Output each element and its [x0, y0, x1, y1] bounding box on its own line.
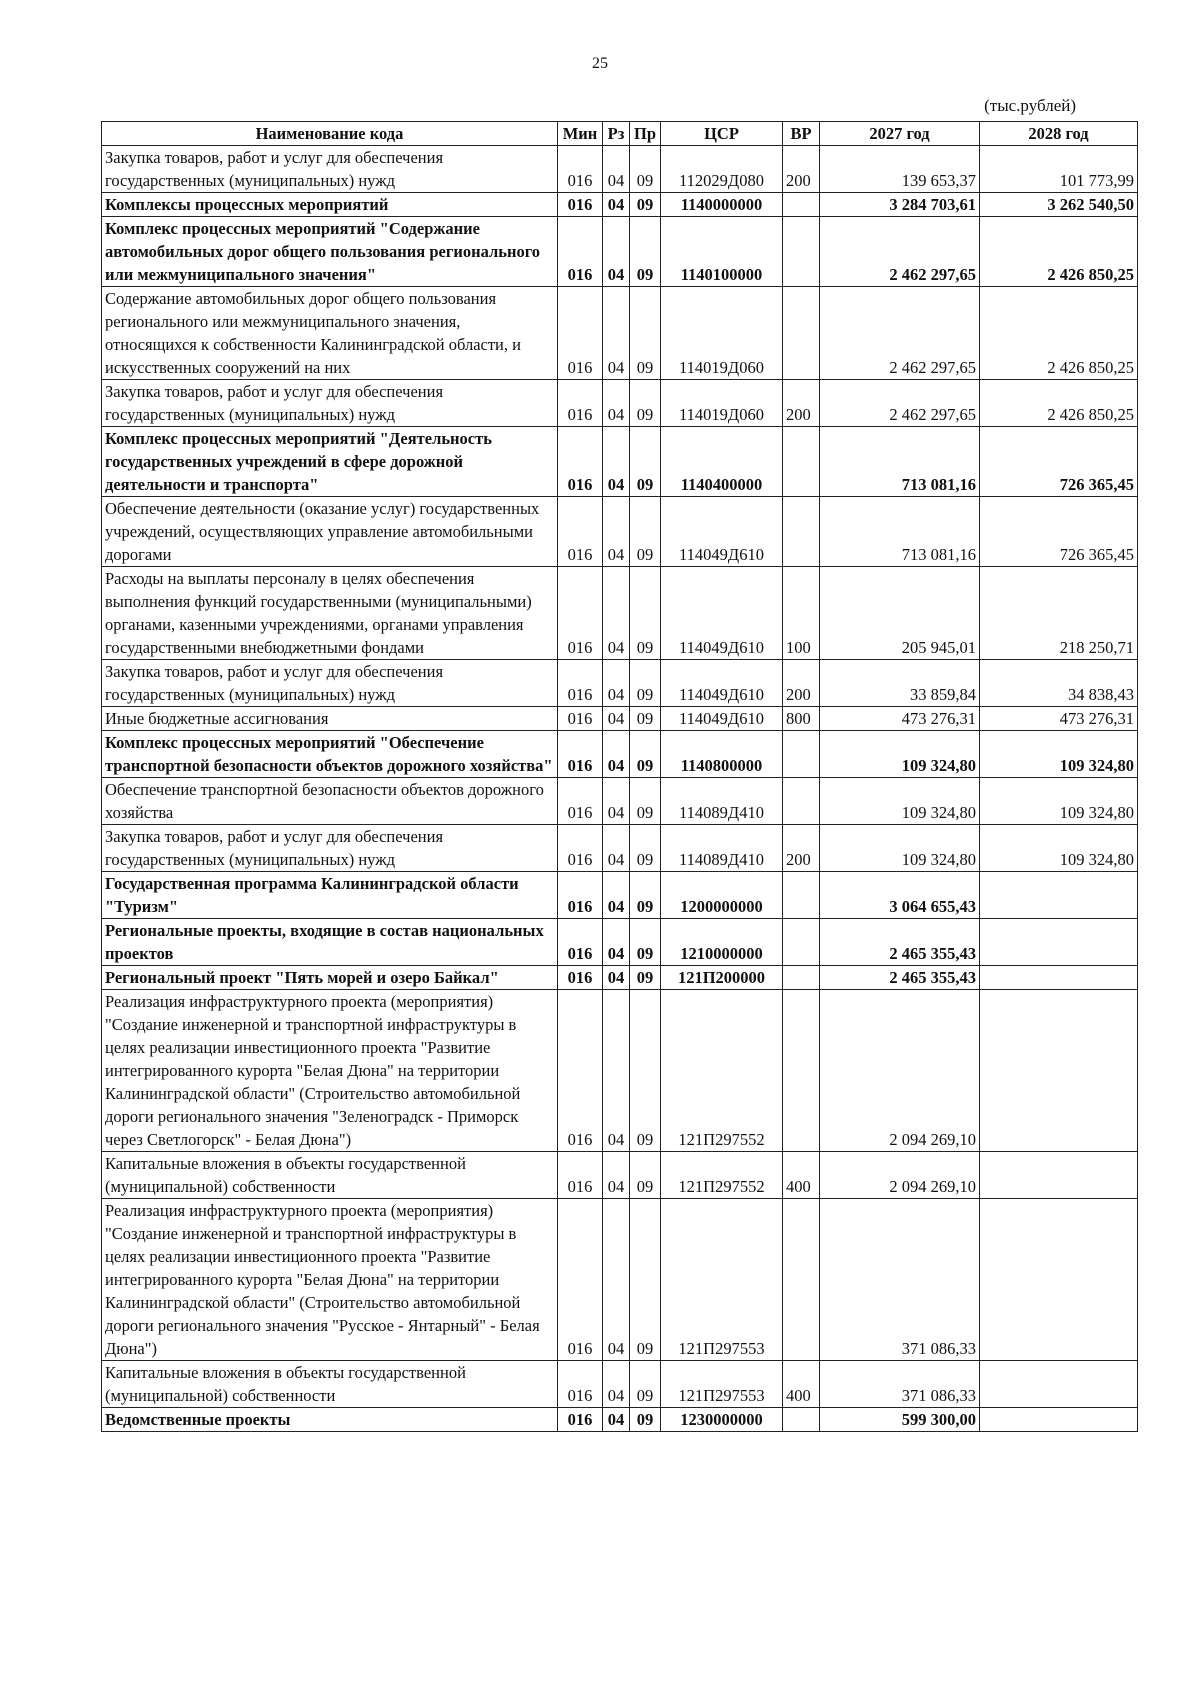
- cell-pr: 09: [630, 427, 661, 497]
- cell-vr: [783, 1199, 820, 1361]
- cell-name: Закупка товаров, работ и услуг для обеспечения государственных (муниципальных) нужд: [102, 660, 558, 707]
- cell-csr: 114089Д410: [661, 778, 783, 825]
- cell-csr: 121П297552: [661, 990, 783, 1152]
- cell-pr: 09: [630, 1199, 661, 1361]
- table-row: [102, 778, 1138, 825]
- cell-pr: 09: [630, 919, 661, 966]
- cell-vr: [783, 778, 820, 825]
- cell-name: Региональные проекты, входящие в состав национальных проектов: [102, 919, 558, 966]
- table-row: [102, 287, 1138, 380]
- cell-vr: [783, 966, 820, 990]
- cell-2028: 109 324,80: [980, 825, 1138, 872]
- cell-min: 016: [558, 427, 603, 497]
- cell-2027: 2 462 297,65: [820, 217, 980, 287]
- cell-name: Обеспечение деятельности (оказание услуг) государственных учреждений, осуществляющих управление автомобильными дорогами: [102, 497, 558, 567]
- cell-min: 016: [558, 707, 603, 731]
- cell-min: 016: [558, 1199, 603, 1361]
- cell-2028: 726 365,45: [980, 497, 1138, 567]
- table-row: [102, 427, 1138, 497]
- table-row: [102, 731, 1138, 778]
- cell-2028: 473 276,31: [980, 707, 1138, 731]
- cell-2027: 109 324,80: [820, 778, 980, 825]
- cell-2028: [980, 1361, 1138, 1408]
- table-row: [102, 966, 1138, 990]
- cell-csr: 121П297552: [661, 1152, 783, 1199]
- cell-2027: 109 324,80: [820, 731, 980, 778]
- cell-rz: 04: [603, 567, 630, 660]
- cell-2027: 109 324,80: [820, 825, 980, 872]
- cell-2028: 109 324,80: [980, 731, 1138, 778]
- cell-vr: 400: [783, 1152, 820, 1199]
- header-name: Наименование кода: [102, 122, 558, 146]
- cell-name: Комплекс процессных мероприятий "Обеспечение транспортной безопасности объектов дорожного хозяйства": [102, 731, 558, 778]
- cell-csr: 1200000000: [661, 872, 783, 919]
- cell-pr: 09: [630, 825, 661, 872]
- cell-2027: 713 081,16: [820, 497, 980, 567]
- header-rz: Рз: [603, 122, 630, 146]
- cell-2028: [980, 1199, 1138, 1361]
- cell-pr: 09: [630, 731, 661, 778]
- cell-2028: 3 262 540,50: [980, 193, 1138, 217]
- table-row: [102, 872, 1138, 919]
- cell-csr: 1140100000: [661, 217, 783, 287]
- cell-name: Иные бюджетные ассигнования: [102, 707, 558, 731]
- header-pr: Пр: [630, 122, 661, 146]
- cell-name: Реализация инфраструктурного проекта (мероприятия) "Создание инженерной и транспортной инфраструктуры в целях реализации инвестиционного проекта "Развитие интегрированного курорта "Белая Дюна" на территории Калининградской области" (Строительство автомобильной дороги регионального значения "Русское - Янтарный" - Белая Дюна"): [102, 1199, 558, 1361]
- cell-csr: 114049Д610: [661, 567, 783, 660]
- cell-2027: 2 465 355,43: [820, 966, 980, 990]
- cell-name: Региональный проект "Пять морей и озеро Байкал": [102, 966, 558, 990]
- cell-2027: 599 300,00: [820, 1408, 980, 1432]
- cell-pr: 09: [630, 217, 661, 287]
- cell-name: Закупка товаров, работ и услуг для обеспечения государственных (муниципальных) нужд: [102, 825, 558, 872]
- cell-pr: 09: [630, 567, 661, 660]
- cell-vr: [783, 1408, 820, 1432]
- cell-vr: [783, 217, 820, 287]
- cell-rz: 04: [603, 872, 630, 919]
- cell-vr: 200: [783, 660, 820, 707]
- cell-pr: 09: [630, 990, 661, 1152]
- cell-2028: [980, 919, 1138, 966]
- cell-name: Комплекс процессных мероприятий "Деятельность государственных учреждений в сфере дорожной деятельности и транспорта": [102, 427, 558, 497]
- cell-2027: 713 081,16: [820, 427, 980, 497]
- cell-min: 016: [558, 287, 603, 380]
- cell-name: Государственная программа Калининградской области "Туризм": [102, 872, 558, 919]
- cell-vr: 100: [783, 567, 820, 660]
- cell-2027: 2 094 269,10: [820, 1152, 980, 1199]
- cell-min: 016: [558, 1361, 603, 1408]
- cell-min: 016: [558, 1152, 603, 1199]
- cell-vr: 200: [783, 146, 820, 193]
- cell-rz: 04: [603, 966, 630, 990]
- cell-name: Закупка товаров, работ и услуг для обеспечения государственных (муниципальных) нужд: [102, 380, 558, 427]
- cell-rz: 04: [603, 660, 630, 707]
- cell-csr: 114019Д060: [661, 287, 783, 380]
- cell-pr: 09: [630, 778, 661, 825]
- cell-vr: [783, 872, 820, 919]
- cell-rz: 04: [603, 919, 630, 966]
- cell-rz: 04: [603, 1152, 630, 1199]
- cell-vr: [783, 287, 820, 380]
- cell-rz: 04: [603, 217, 630, 287]
- table-row: [102, 217, 1138, 287]
- cell-csr: 1140000000: [661, 193, 783, 217]
- cell-2027: 473 276,31: [820, 707, 980, 731]
- cell-vr: [783, 990, 820, 1152]
- budget-table: [101, 121, 1138, 1432]
- cell-2028: [980, 990, 1138, 1152]
- cell-vr: 400: [783, 1361, 820, 1408]
- table-row: [102, 380, 1138, 427]
- cell-name: Реализация инфраструктурного проекта (мероприятия) "Создание инженерной и транспортной инфраструктуры в целях реализации инвестиционного проекта "Развитие интегрированного курорта "Белая Дюна" на территории Калининградской области" (Строительство автомобильной дороги регионального значения "Зеленоградск - Приморск через Светлогорск" - Белая Дюна"): [102, 990, 558, 1152]
- cell-name: Комплексы процессных мероприятий: [102, 193, 558, 217]
- cell-2027: 205 945,01: [820, 567, 980, 660]
- table-header: [102, 122, 1138, 146]
- cell-rz: 04: [603, 380, 630, 427]
- header-2028: 2028 год: [980, 122, 1138, 146]
- table-row: [102, 1408, 1138, 1432]
- cell-csr: 114049Д610: [661, 497, 783, 567]
- cell-rz: 04: [603, 497, 630, 567]
- cell-rz: 04: [603, 287, 630, 380]
- cell-min: 016: [558, 919, 603, 966]
- cell-2028: [980, 1408, 1138, 1432]
- cell-2028: [980, 872, 1138, 919]
- cell-name: Содержание автомобильных дорог общего пользования регионального или межмуниципального значения, относящихся к собственности Калининградской области, и искусственных сооружений на них: [102, 287, 558, 380]
- cell-csr: 121П200000: [661, 966, 783, 990]
- cell-min: 016: [558, 660, 603, 707]
- header-min: Мин: [558, 122, 603, 146]
- table-row: [102, 990, 1138, 1152]
- table-row: [102, 193, 1138, 217]
- cell-rz: 04: [603, 193, 630, 217]
- cell-2027: 2 465 355,43: [820, 919, 980, 966]
- page-number: 25: [592, 55, 608, 72]
- cell-csr: 112029Д080: [661, 146, 783, 193]
- cell-rz: 04: [603, 778, 630, 825]
- cell-2028: [980, 966, 1138, 990]
- table-row: [102, 707, 1138, 731]
- cell-pr: 09: [630, 497, 661, 567]
- cell-csr: 1140800000: [661, 731, 783, 778]
- cell-pr: 09: [630, 1152, 661, 1199]
- cell-2027: 3 284 703,61: [820, 193, 980, 217]
- cell-pr: 09: [630, 660, 661, 707]
- table-row: [102, 825, 1138, 872]
- cell-min: 016: [558, 990, 603, 1152]
- cell-2027: 2 094 269,10: [820, 990, 980, 1152]
- table-row: [102, 660, 1138, 707]
- cell-rz: 04: [603, 1199, 630, 1361]
- cell-pr: 09: [630, 193, 661, 217]
- table-row: [102, 1199, 1138, 1361]
- cell-rz: 04: [603, 707, 630, 731]
- cell-2028: 34 838,43: [980, 660, 1138, 707]
- cell-pr: 09: [630, 966, 661, 990]
- cell-2027: 2 462 297,65: [820, 287, 980, 380]
- cell-csr: 114049Д610: [661, 707, 783, 731]
- table-row: [102, 1152, 1138, 1199]
- cell-csr: 121П297553: [661, 1361, 783, 1408]
- cell-min: 016: [558, 1408, 603, 1432]
- cell-min: 016: [558, 497, 603, 567]
- cell-csr: 1230000000: [661, 1408, 783, 1432]
- cell-min: 016: [558, 217, 603, 287]
- table-row: [102, 567, 1138, 660]
- cell-2027: 371 086,33: [820, 1199, 980, 1361]
- header-vr: ВР: [783, 122, 820, 146]
- cell-min: 016: [558, 146, 603, 193]
- cell-2028: [980, 1152, 1138, 1199]
- cell-2028: 101 773,99: [980, 146, 1138, 193]
- table-row: [102, 1361, 1138, 1408]
- cell-pr: 09: [630, 146, 661, 193]
- cell-vr: [783, 497, 820, 567]
- cell-vr: 200: [783, 825, 820, 872]
- cell-csr: 121П297553: [661, 1199, 783, 1361]
- cell-vr: [783, 919, 820, 966]
- cell-rz: 04: [603, 427, 630, 497]
- cell-2027: 33 859,84: [820, 660, 980, 707]
- table-row: [102, 497, 1138, 567]
- cell-min: 016: [558, 872, 603, 919]
- cell-csr: 114019Д060: [661, 380, 783, 427]
- cell-pr: 09: [630, 872, 661, 919]
- cell-rz: 04: [603, 731, 630, 778]
- cell-rz: 04: [603, 1361, 630, 1408]
- cell-csr: 114089Д410: [661, 825, 783, 872]
- cell-name: Обеспечение транспортной безопасности объектов дорожного хозяйства: [102, 778, 558, 825]
- header-2027: 2027 год: [820, 122, 980, 146]
- units-label: (тыс.рублей): [984, 96, 1076, 115]
- cell-csr: 1210000000: [661, 919, 783, 966]
- cell-vr: 800: [783, 707, 820, 731]
- cell-min: 016: [558, 966, 603, 990]
- cell-2028: 218 250,71: [980, 567, 1138, 660]
- cell-pr: 09: [630, 380, 661, 427]
- cell-vr: [783, 193, 820, 217]
- cell-2027: 139 653,37: [820, 146, 980, 193]
- cell-vr: [783, 731, 820, 778]
- cell-rz: 04: [603, 146, 630, 193]
- cell-pr: 09: [630, 1361, 661, 1408]
- cell-min: 016: [558, 567, 603, 660]
- cell-2027: 371 086,33: [820, 1361, 980, 1408]
- table-row: [102, 146, 1138, 193]
- cell-rz: 04: [603, 825, 630, 872]
- cell-2028: 2 426 850,25: [980, 380, 1138, 427]
- cell-rz: 04: [603, 990, 630, 1152]
- cell-name: Комплекс процессных мероприятий "Содержание автомобильных дорог общего пользования регионального или межмуниципального значения": [102, 217, 558, 287]
- cell-csr: 114049Д610: [661, 660, 783, 707]
- cell-name: Ведомственные проекты: [102, 1408, 558, 1432]
- cell-2027: 3 064 655,43: [820, 872, 980, 919]
- cell-2028: 2 426 850,25: [980, 287, 1138, 380]
- cell-name: Закупка товаров, работ и услуг для обеспечения государственных (муниципальных) нужд: [102, 146, 558, 193]
- cell-2028: 109 324,80: [980, 778, 1138, 825]
- cell-min: 016: [558, 193, 603, 217]
- cell-pr: 09: [630, 707, 661, 731]
- cell-rz: 04: [603, 1408, 630, 1432]
- cell-name: Капитальные вложения в объекты государственной (муниципальной) собственности: [102, 1152, 558, 1199]
- cell-pr: 09: [630, 287, 661, 380]
- cell-min: 016: [558, 778, 603, 825]
- table-body: [102, 146, 1138, 1432]
- cell-2028: 726 365,45: [980, 427, 1138, 497]
- cell-2027: 2 462 297,65: [820, 380, 980, 427]
- cell-name: Расходы на выплаты персоналу в целях обеспечения выполнения функций государственными (муниципальными) органами, казенными учреждениями, органами управления государственными внебюджетными фондами: [102, 567, 558, 660]
- cell-2028: 2 426 850,25: [980, 217, 1138, 287]
- cell-vr: [783, 427, 820, 497]
- cell-name: Капитальные вложения в объекты государственной (муниципальной) собственности: [102, 1361, 558, 1408]
- header-csr: ЦСР: [661, 122, 783, 146]
- cell-vr: 200: [783, 380, 820, 427]
- cell-pr: 09: [630, 1408, 661, 1432]
- table-row: [102, 919, 1138, 966]
- cell-csr: 1140400000: [661, 427, 783, 497]
- cell-min: 016: [558, 380, 603, 427]
- cell-min: 016: [558, 825, 603, 872]
- cell-min: 016: [558, 731, 603, 778]
